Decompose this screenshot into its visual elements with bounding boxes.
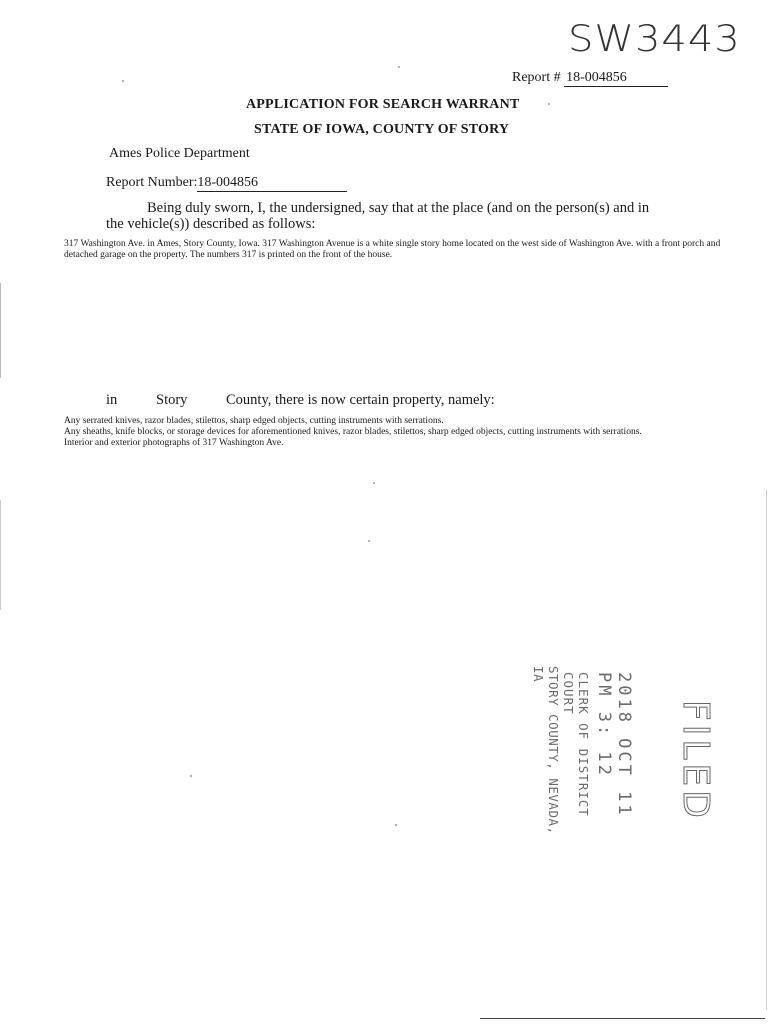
- scan-speck: [398, 66, 400, 68]
- clerk-stamp-line2: STORY COUNTY, NEVADA, IA: [531, 666, 561, 835]
- scan-speck: [122, 80, 124, 82]
- property-item: Any sheaths, knife blocks, or storage devices for aforementioned knives, razor blades, stilettos, sharp edged objects, cutting instruments with serrations.: [64, 427, 642, 437]
- property-item: Interior and exterior photographs of 317 Washington Ave.: [64, 438, 284, 448]
- scan-edge-right: [766, 490, 767, 1010]
- report-number-value: 18-004856: [197, 175, 347, 192]
- filed-stamp: [675, 700, 716, 822]
- clerk-stamp-date: 2018 OCT 11 PM 3: 12: [594, 672, 634, 818]
- scan-edge-left: [0, 283, 1, 378]
- clerk-stamp-line1: CLERK OF DISTRICT COURT: [561, 672, 591, 817]
- department-name: Ames Police Department: [109, 146, 250, 161]
- county-line-in: in: [106, 392, 118, 408]
- report-number-label: Report Number:: [106, 175, 198, 190]
- clerk-stamp: [531, 666, 634, 844]
- property-item: Any serrated knives, razor blades, stilettos, sharp edged objects, cutting instruments with serrations.: [64, 416, 444, 426]
- filed-stamp-text: FILED: [675, 700, 716, 822]
- scan-speck: [373, 482, 375, 484]
- report-header: [512, 70, 668, 87]
- sworn-statement-line1: Being duly sworn, I, the undersigned, say that at the place (and on the person(s) and in: [147, 200, 650, 216]
- county-line: [106, 392, 495, 409]
- county-line-rest: County, there is now certain property, namely:: [226, 392, 495, 408]
- scan-edge-bottom: [480, 1018, 765, 1019]
- scan-speck: [190, 775, 192, 777]
- place-description: 317 Washington Ave. in Ames, Story County, Iowa. 317 Washington Avenue is a white single story home located on the west side of Washington Ave. with a front porch and detached garage on the property. The numbers 317 is printed on the front of the house.: [64, 239, 721, 260]
- property-list: [64, 416, 724, 449]
- county-line-county: Story: [156, 392, 188, 408]
- scan-speck: [368, 540, 370, 542]
- report-header-value: 18-004856: [564, 70, 668, 87]
- scan-speck: [548, 103, 550, 105]
- document-title: APPLICATION FOR SEARCH WARRANT: [246, 97, 520, 112]
- sworn-statement-line2: the vehicle(s)) described as follows:: [106, 216, 316, 232]
- scan-edge-left-lower: [0, 500, 1, 610]
- handwritten-warrant-number: SW3443: [568, 17, 741, 61]
- document-subtitle: STATE OF IOWA, COUNTY OF STORY: [254, 122, 510, 137]
- report-header-label: Report #: [512, 70, 561, 85]
- report-number-field: [106, 175, 347, 192]
- scan-speck: [395, 824, 397, 826]
